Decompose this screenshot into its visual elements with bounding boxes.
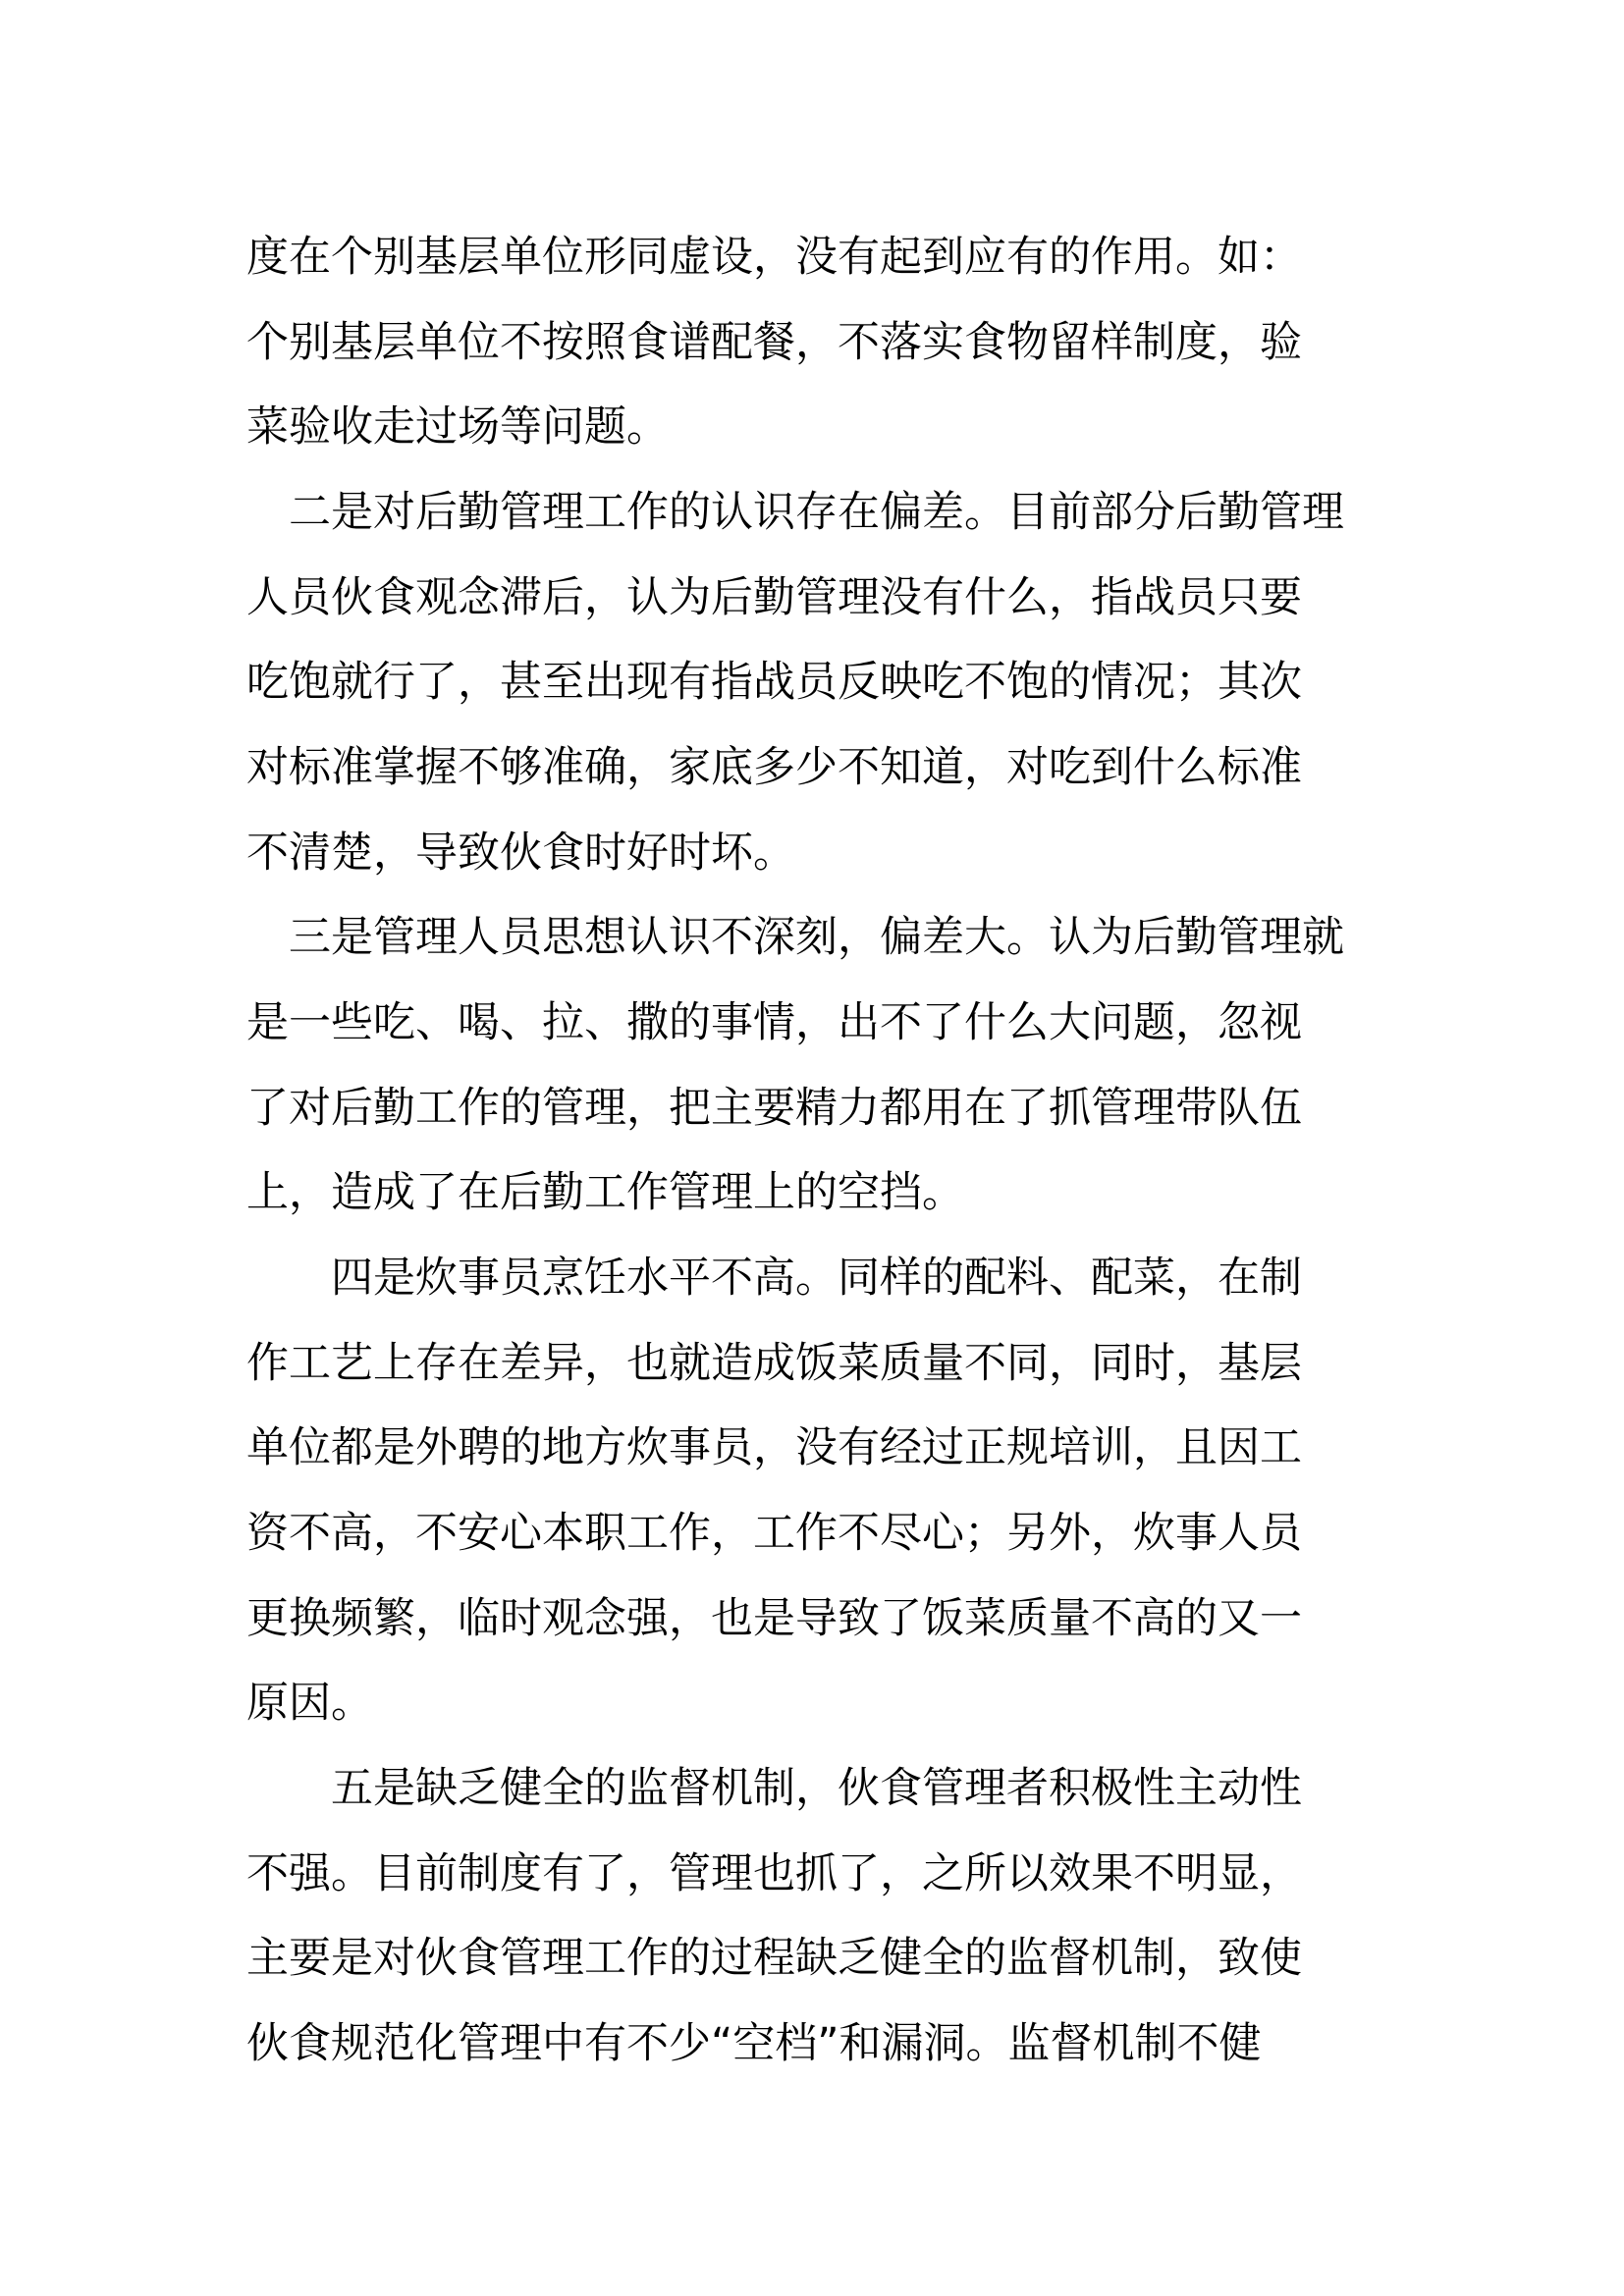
text-line: 不强。目前制度有了，管理也抓了，之所以效果不明显，: [246, 1849, 1302, 1898]
text-line: 二是对后勤管理工作的认识存在偏差。目前部分后勤管理: [289, 488, 1344, 537]
text-line: 主要是对伙食管理工作的过程缺乏健全的监督机制，致使: [246, 1934, 1302, 1983]
text-line: 三是管理人员思想认识不深刻，偏差大。认为后勤管理就: [289, 913, 1344, 962]
text-line: 作工艺上存在差异，也就造成饭菜质量不同，同时，基层: [246, 1339, 1302, 1388]
text-line: 资不高，不安心本职工作，工作不尽心；另外，炊事人员: [246, 1509, 1302, 1558]
text-line: 吃饱就行了，甚至出现有指战员反映吃不饱的情况；其次: [246, 658, 1302, 707]
text-line: 人员伙食观念滞后，认为后勤管理没有什么，指战员只要: [246, 573, 1302, 622]
text-line: 上，造成了在后勤工作管理上的空挡。: [246, 1168, 964, 1217]
text-line: 度在个别基层单位形同虚设，没有起到应有的作用。如：: [246, 233, 1302, 282]
text-line: 对标准掌握不够准确，家底多少不知道，对吃到什么标准: [246, 743, 1302, 792]
text-line: 不清楚，导致伙食时好时坏。: [246, 828, 795, 878]
text-line: 单位都是外聘的地方炊事员，没有经过正规培训，且因工: [246, 1423, 1302, 1472]
text-line: 伙食规范化管理中有不少“空档”和漏洞。监督机制不健: [246, 2019, 1262, 2068]
text-line: 是一些吃、喝、拉、撒的事情，出不了什么大问题，忽视: [246, 998, 1302, 1047]
text-line: 五是缺乏健全的监督机制，伙食管理者积极性主动性: [331, 1764, 1302, 1813]
text-line: 更换频繁，临时观念强，也是导致了饭菜质量不高的又一: [246, 1594, 1302, 1643]
text-line: 个别基层单位不按照食谱配餐，不落实食物留样制度，验: [246, 318, 1302, 367]
text-line: 原因。: [246, 1679, 373, 1728]
text-line: 四是炊事员烹饪水平不高。同样的配料、配菜，在制: [331, 1254, 1302, 1303]
text-line: 了对后勤工作的管理，把主要精力都用在了抓管理带队伍: [246, 1084, 1302, 1133]
text-line: 菜验收走过场等问题。: [246, 402, 669, 452]
